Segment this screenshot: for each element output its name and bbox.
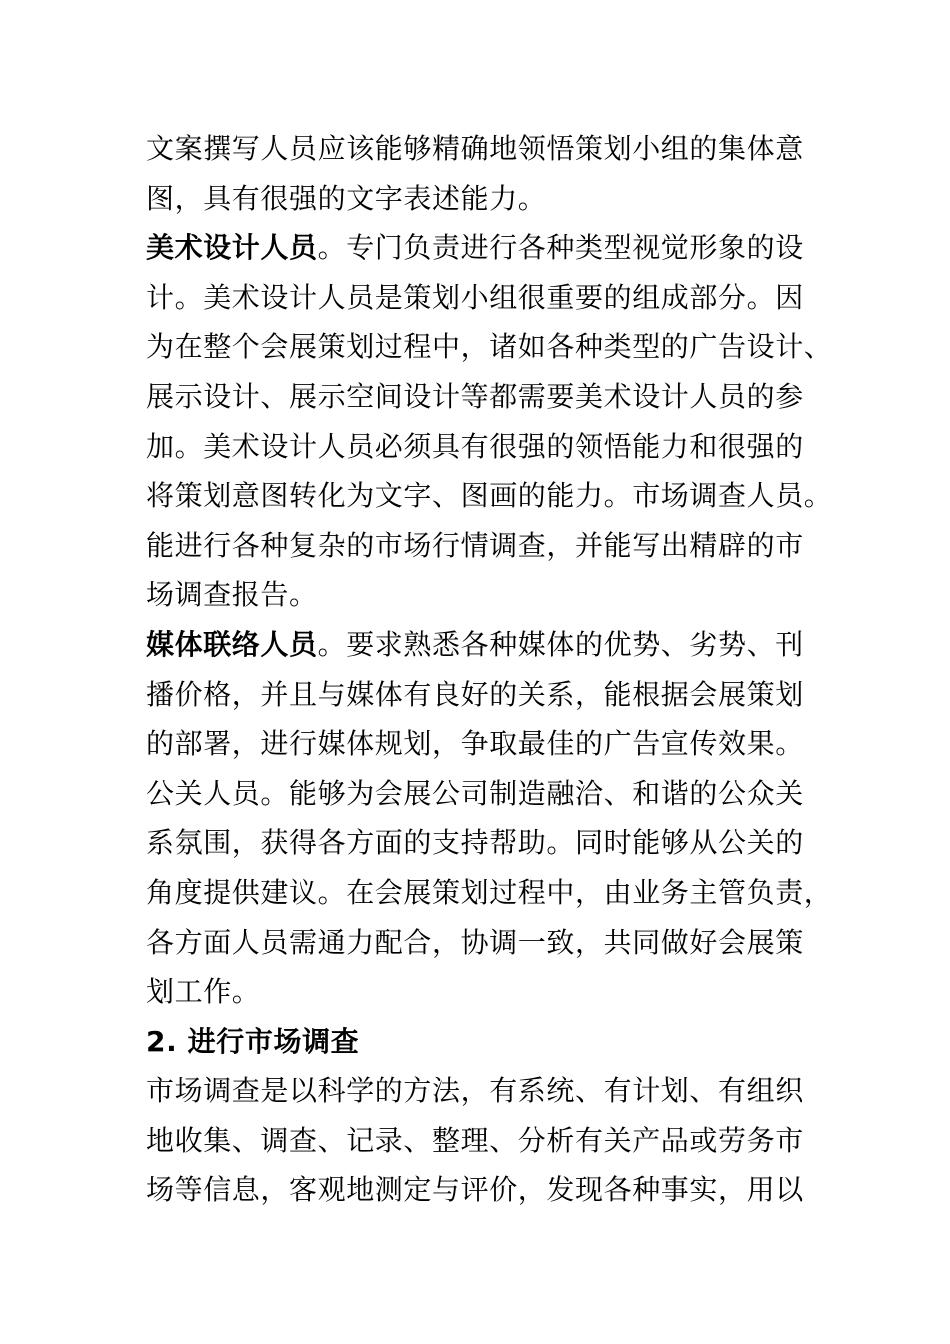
text-line: 播价格，并且与媒体有良好的关系，能根据会展策划 bbox=[146, 677, 804, 711]
document-body bbox=[146, 124, 833, 1215]
text-line: 的部署，进行媒体规划，争取最佳的广告宣传效果。 bbox=[146, 727, 804, 761]
text-line: 市场调查是以科学的方法，有系统、有计划、有组织 bbox=[146, 1074, 804, 1108]
text-line: 展示设计、展示空间设计等都需要美术设计人员的参 bbox=[146, 379, 804, 413]
text-line: 计。美术设计人员是策划小组很重要的组成部分。因 bbox=[146, 280, 804, 314]
text-line: 加。美术设计人员必须具有很强的领悟能力和很强的 bbox=[146, 429, 804, 463]
text-line: 为在整个会展策划过程中，诸如各种类型的广告设计、 bbox=[146, 330, 833, 364]
text-line: 各方面人员需通力配合，协调一致，共同做好会展策 bbox=[146, 925, 804, 959]
role-title: 美术设计人员 bbox=[146, 231, 318, 265]
text-line: 将策划意图转化为文字、图画的能力。市场调查人员。 bbox=[146, 479, 833, 513]
text-line: 能进行各种复杂的市场行情调查，并能写出精辟的市 bbox=[146, 528, 804, 562]
role-title: 媒体联络人员 bbox=[146, 627, 318, 661]
text-line: 地收集、调查、记录、整理、分析有关产品或劳务市 bbox=[146, 1123, 804, 1157]
text-segment: 。专门负责进行各种类型视觉形象的设 bbox=[317, 231, 804, 265]
text-line: 文案撰写人员应该能够精确地领悟策划小组的集体意 bbox=[146, 132, 804, 165]
paragraph-art-designer bbox=[146, 223, 833, 620]
text-line: 系氛围，获得各方面的支持帮助。同时能够从公关的 bbox=[146, 826, 804, 860]
text-segment: 。要求熟悉各种媒体的优势、劣势、刊 bbox=[317, 627, 804, 661]
text-line: 图，具有很强的文字表述能力。 bbox=[146, 181, 547, 215]
section-heading: 2. 进行市场调查 bbox=[146, 1024, 360, 1058]
paragraph-media-liaison bbox=[146, 620, 833, 1017]
text-line: 场调查报告。 bbox=[146, 578, 318, 612]
text-line: 划工作。 bbox=[146, 975, 261, 1009]
paragraph-copywriter bbox=[146, 124, 826, 223]
text-line bbox=[146, 223, 826, 273]
text-line: 公关人员。能够为会展公司制造融洽、和谐的公众关 bbox=[146, 776, 804, 810]
text-line bbox=[146, 620, 826, 670]
paragraph-market-research bbox=[146, 1066, 826, 1215]
text-line: 场等信息，客观地测定与评价，发现各种事实，用以 bbox=[146, 1173, 804, 1207]
text-line: 角度提供建议。在会展策划过程中，由业务主管负责， bbox=[146, 875, 833, 909]
